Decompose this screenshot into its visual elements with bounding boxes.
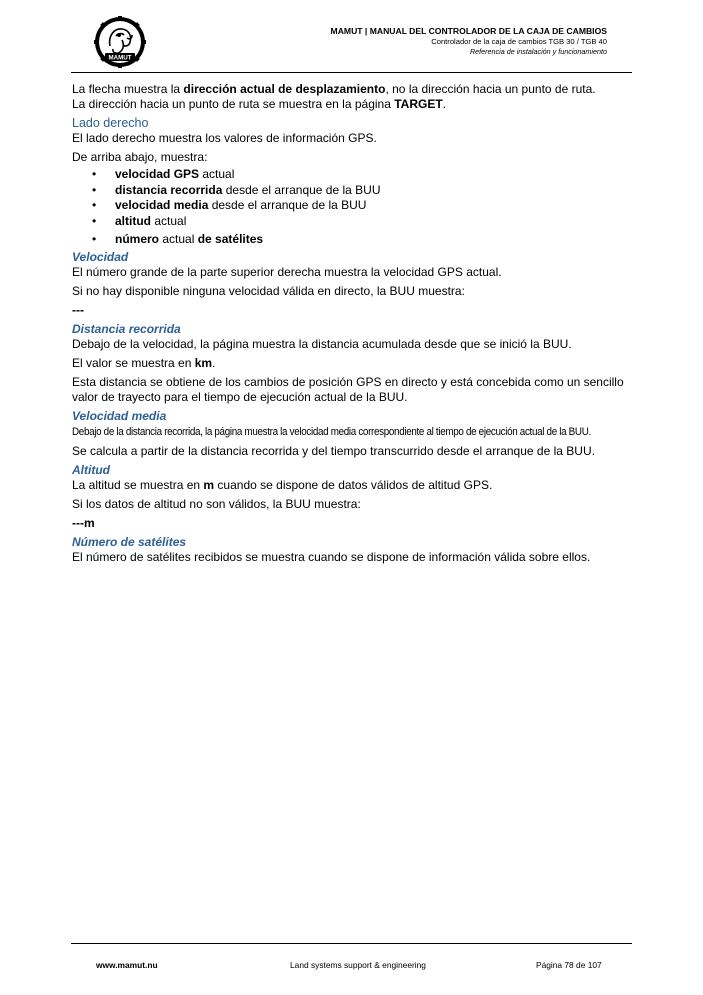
footer-website-link[interactable]: www.mamut.nu	[96, 960, 158, 970]
header-title: MAMUT | MANUAL DEL CONTROLADOR DE LA CAJA DE CAMBIOS	[330, 26, 607, 36]
list-item-bold: de satélites	[197, 232, 264, 247]
paragraph	[72, 478, 632, 493]
paragraph: El número de satélites recibidos se muestra cuando se dispone de información válida sobre ellos.	[72, 549, 591, 564]
code-text: ---m	[72, 515, 95, 530]
footer-rule	[71, 943, 632, 944]
page-header	[331, 26, 607, 57]
list-item	[72, 198, 632, 214]
paragraph: Debajo de la velocidad, la página muestra la distancia acumulada desde que se inició la BUU.	[72, 336, 572, 351]
heading-lado-derecho: Lado derecho	[72, 116, 149, 130]
paragraph: Si los datos de altitud no son válidos, la BUU muestra:	[72, 496, 361, 511]
heading-velocidad-media: Velocidad media	[72, 408, 167, 423]
list-item-bold: velocidad media	[115, 198, 209, 213]
mamut-logo	[94, 16, 146, 68]
paragraph: El número grande de la parte superior derecha muestra la velocidad GPS actual.	[72, 264, 502, 279]
list-item-bold: distancia recorrida	[115, 182, 223, 197]
footer-tagline: Land systems support & engineering	[290, 960, 426, 970]
text: El valor se muestra en	[72, 355, 195, 370]
text: La altitud se muestra en	[72, 477, 204, 492]
paragraph: Si no hay disponible ninguna velocidad válida en directo, la BUU muestra:	[72, 283, 465, 298]
intro-text: , no la dirección hacia un punto de ruta.	[385, 82, 596, 96]
heading-numero-satelites: Número de satélites	[72, 534, 187, 549]
list-item	[72, 232, 632, 248]
gps-values-list	[72, 167, 632, 248]
list-item-bold: velocidad GPS	[115, 167, 200, 181]
list-item-bold: altitud	[115, 213, 151, 228]
paragraph: Se calcula a partir de la distancia recorrida y del tiempo transcurrido desde el arranque de la BUU.	[72, 443, 595, 458]
invalid-speed-display	[72, 303, 632, 318]
intro-emphasis: dirección actual de desplazamiento	[183, 82, 386, 96]
list-item-text: desde el arranque de la BUU	[222, 182, 381, 197]
list-item	[72, 183, 632, 199]
header-subtitle-2: Referencia de instalación y funcionamiento	[469, 47, 607, 56]
target-page-name: TARGET	[394, 97, 443, 111]
svg-text:MAMUT: MAMUT	[108, 54, 132, 62]
list-item-text: desde el arranque de la BUU	[208, 198, 367, 213]
page-body	[72, 82, 632, 569]
paragraph	[72, 356, 632, 371]
list-item	[72, 167, 632, 183]
invalid-altitude-display	[72, 516, 632, 531]
intro-text: La dirección hacia un punto de ruta se muestra en la página	[72, 97, 395, 111]
text: cuando se dispone de datos válidos de altitud GPS.	[214, 477, 493, 492]
heading-velocidad: Velocidad	[72, 249, 129, 264]
paragraph	[72, 424, 632, 440]
intro-text: La flecha muestra la	[72, 82, 184, 96]
unit-km: km	[194, 355, 213, 370]
list-item-bold: número	[115, 232, 160, 247]
list-item-text: actual	[151, 213, 187, 228]
paragraph: De arriba abajo, muestra:	[72, 150, 208, 164]
footer-page-number: Página 78 de 107	[536, 960, 602, 970]
intro-text: .	[442, 97, 447, 111]
header-rule	[71, 72, 632, 73]
unit-m: m	[203, 477, 215, 492]
condensed-text: Debajo de la distancia recorrida, la página muestra la velocidad media correspondiente al tiempo de ejecución actual de la BUU.	[72, 425, 591, 438]
code-text: ---	[72, 302, 84, 317]
heading-distancia-recorrida: Distancia recorrida	[72, 321, 181, 336]
list-item-text: actual	[159, 232, 198, 247]
list-item-text: actual	[199, 167, 235, 181]
heading-altitud: Altitud	[72, 462, 110, 477]
paragraph: El lado derecho muestra los valores de información GPS.	[72, 131, 377, 145]
intro-paragraph	[72, 82, 632, 112]
list-item	[72, 214, 632, 230]
paragraph: Esta distancia se obtiene de los cambios de posición GPS en directo y está concebida como un sencillo valor de trayecto para el tiempo de ejecución actual de la BUU.	[72, 374, 624, 404]
header-subtitle: Controlador de la caja de cambios TGB 30 / TGB 40	[431, 37, 607, 46]
text: .	[212, 355, 216, 370]
